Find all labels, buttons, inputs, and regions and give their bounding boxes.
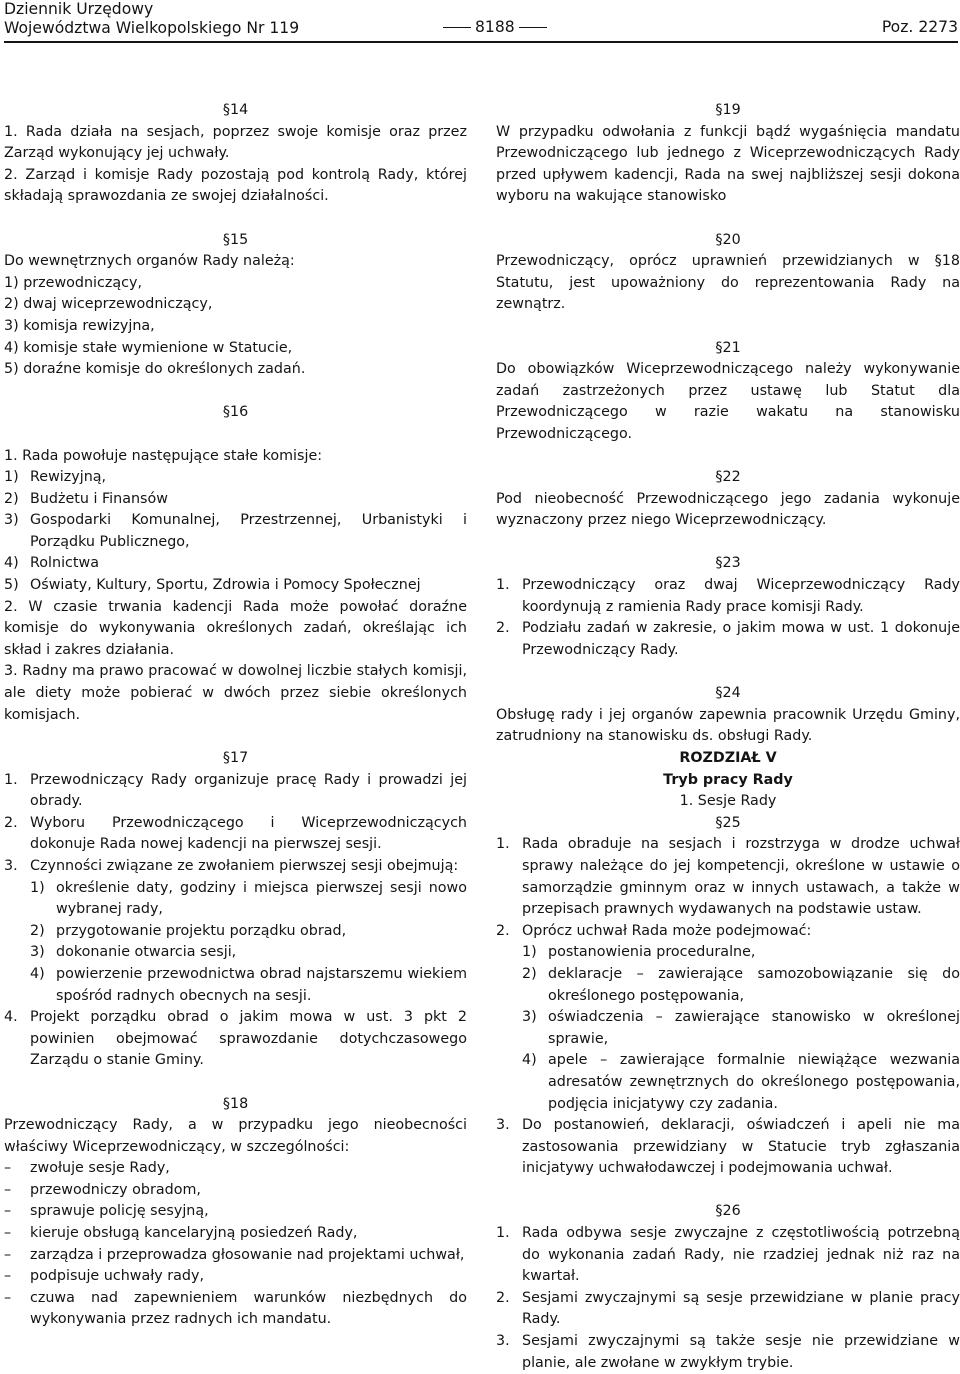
journal-title-line1: Dziennik Urzędowy (4, 0, 154, 18)
section-14-item-2: 2. Zarząd i komisje Rady pozostają pod kontrolą Rady, której składają sprawozdania ze swojej działalności. (4, 166, 467, 205)
section-18-item: – przewodniczy obradom, (4, 1181, 201, 1198)
page-number-dash-left (443, 27, 471, 28)
section-15-item-2: 2) dwaj wiceprzewodniczący, (4, 296, 213, 313)
section-26-title: §26 (715, 1203, 741, 1220)
section-23-title: §23 (715, 555, 741, 572)
journal-title-line2: Województwa Wielkopolskiego Nr 119 (4, 19, 300, 37)
left-column-top (4, 100, 467, 726)
page-header (4, 0, 958, 40)
left-column-bottom (4, 748, 467, 1331)
section-16-list-item: 2) Budżetu i Finansów (4, 490, 168, 507)
section-15-item-3: 3) komisja rewizyjna, (4, 317, 155, 334)
section-17-subitem: 2) przygotowanie projektu porządku obrad, (30, 922, 347, 939)
section-23-item: 2. Podziału zadań w zakresie, o jakim mowa w ust. 1 dokonuje Przewodniczący Rady. (496, 620, 960, 658)
section-26-item: 2. Sesjami zwyczajnymi są sesje przewidziane w planie pracy Rady. (496, 1289, 960, 1328)
section-25-subitem: 3) oświadczenia – zawierające stanowisko w określonej sprawie, (522, 1009, 960, 1047)
section-18-intro: Przewodniczący Rady, a w przypadku jego nieobecności właściwy Wiceprzewodniczący, w szczególności: (4, 1117, 467, 1155)
position-number: Poz. 2273 (881, 18, 958, 36)
section-15-title: §15 (222, 231, 249, 248)
section-25-item-1: 1. Rada obraduje na sesjach i rozstrzyga w drodze uchwał sprawy należące do jej kompetencji, określone w ustawie o samorządzie gminnym oraz w innych ustawach, a także w przepisach prawnych wydawanych na podstawie ustaw. (496, 836, 960, 918)
section-21-title: §21 (715, 339, 741, 356)
section-18-item: – sprawuje policję sesyjną, (4, 1203, 209, 1220)
section-18-item: – zarządza i przeprowadza głosowanie nad projektami uchwał, (4, 1246, 465, 1263)
section-17-item-1: 1. Przewodniczący Rady organizuje pracę Rady i prowadzi jej obrady. (4, 771, 467, 810)
section-16-list-item: 3) Gospodarki Komunalnej, Przestrzennej, Urbanistyki i Porządku Publicznego, (4, 512, 467, 550)
section-20-title: §20 (715, 231, 741, 248)
header-divider (4, 41, 958, 43)
right-column-bottom (496, 748, 960, 1374)
section-25-title: §25 (715, 814, 741, 831)
section-15-intro: Do wewnętrznych organów Rady należą: (4, 253, 295, 270)
section-25-item-2: 2. Oprócz uchwał Rada może podejmować: (496, 922, 812, 939)
section-22-text: Pod nieobecność Przewodniczącego jego zadania wykonuje wyznaczony przez niego Wiceprzewodniczący. (496, 490, 960, 529)
chapter-heading: ROZDZIAŁ V (679, 750, 777, 766)
section-24-text: Obsługę rady i jej organów zapewnia pracownik Urzędu Gminy, zatrudniony na stanowisku ds. obsługi Rady. (496, 706, 960, 745)
chapter-section-title: 1. Sesje Rady (679, 793, 777, 810)
section-26-item: 3. Sesjami zwyczajnymi są także sesje nie przewidziane w planie, ale zwołane w zwykłym trybie. (496, 1333, 960, 1371)
section-18-item: – kieruje obsługą kancelaryjną posiedzeń Rady, (4, 1225, 358, 1242)
section-16-para-2: 2. W czasie trwania kadencji Rada może powołać doraźne komisje do wykonywania określonych zadań, określając ich skład i zakres działania. (4, 598, 467, 658)
section-16-title: §16 (222, 404, 249, 421)
section-25-subitem: 1) postanowienia proceduralne, (522, 944, 756, 961)
section-20-text: Przewodniczący, oprócz uprawnień przewidzianych w §18 Statutu, jest upoważniony do reprezentowania Rady na zewnątrz. (496, 253, 960, 313)
section-25-subitem: 4) apele – zawierające formalnie niewiążące wezwania adresatów zewnętrznych do określonego postępowania, podjęcia inicjatywy czy zadania. (522, 1052, 960, 1112)
section-25-subitem: 2) deklaracje – zawierające samozobowiązanie się do określonego postępowania, (522, 965, 960, 1004)
section-16-list-item: 4) Rolnictwa (4, 555, 99, 572)
section-15-item-1: 1) przewodniczący, (4, 274, 143, 291)
journal-title (4, 0, 299, 38)
section-19-text: W przypadku odwołania z funkcji bądź wygaśnięcia mandatu Przewodniczącego lub jednego z Wiceprzewodniczących Rady przed upływem kadencji, Rada na swej najbliższej sesji dokona wyboru na wakujące stanowisko (496, 123, 960, 205)
section-21-text: Do obowiązków Wiceprzewodniczącego należy wykonywanie zadań zastrzeżonych przez ustawę lub Statut dla Przewodniczącego w razie wakatu na stanowisku Przewodniczącego. (496, 361, 960, 442)
page-number-dash-right (519, 27, 547, 28)
section-17-subitem: 3) dokonanie otwarcia sesji, (30, 944, 237, 961)
section-14-title: §14 (222, 102, 249, 118)
section-15-item-5: 5) doraźne komisje do określonych zadań. (4, 361, 306, 378)
section-22-title: §22 (715, 469, 741, 486)
section-18-item: – czuwa nad zapewnieniem warunków niezbędnych do wykonywania przez radnych ich mandatu. (4, 1289, 467, 1328)
section-16-para-3: 3. Radny ma prawo pracować w dowolnej liczbie stałych komisji, ale diety może pobierać w dwóch przez siebie określonych komisjach. (4, 663, 467, 723)
section-14-item-1: 1. Rada działa na sesjach, poprzez swoje komisje oraz przez Zarząd wykonujący jej uchwały. (4, 123, 467, 162)
section-16-list-item: 5) Oświaty, Kultury, Sportu, Zdrowia i Pomocy Społecznej (4, 577, 421, 594)
page-number (439, 18, 551, 36)
section-23-item: 1. Przewodniczący oraz dwaj Wiceprzewodniczący Rady koordynują z ramienia Rady prace komisji Rady. (496, 577, 960, 615)
section-25-item-3: 3. Do postanowień, deklaracji, oświadczeń i apeli nie ma zastosowania przewidziany w Statucie tryb zgłaszania inicjatywy uchwałodawczej i podejmowania uchwał. (496, 1117, 960, 1177)
section-18-item: – podpisuje uchwały rady, (4, 1268, 204, 1285)
section-19-title: §19 (715, 102, 741, 118)
section-17-item-4: 4. Projekt porządku obrad o jakim mowa w ust. 3 pkt 2 powinien obejmować sprawozdanie dotychczasowego Zarządu o stanie Gminy. (4, 1009, 467, 1069)
section-17-item-2: 2. Wyboru Przewodniczącego i Wiceprzewodniczących dokonuje Rada nowej kadencji na pierwszej sesji. (4, 814, 467, 853)
section-17-item-3: 3. Czynności związane ze zwołaniem pierwszej sesji obejmują: (4, 857, 459, 874)
right-column-top (496, 100, 960, 748)
section-17-subitem: 1) określenie daty, godziny i miejsca pierwszej sesji nowo wybranej rady, (30, 879, 467, 918)
section-24-title: §24 (715, 685, 741, 702)
section-15-item-4: 4) komisje stałe wymienione w Statucie, (4, 339, 293, 356)
section-26-item: 1. Rada odbywa sesje zwyczajne z częstotliwością potrzebną do wykonania zadań Rady, nie rzadziej jednak niż raz na kwartał. (496, 1225, 960, 1285)
section-18-title: §18 (222, 1095, 249, 1112)
page-number-value: 8188 (475, 18, 515, 36)
section-16-list-item: 1) Rewizyjną, (4, 469, 107, 486)
section-17-subitem: 4) powierzenie przewodnictwa obrad najstarszemu wiekiem spośród radnych obecnych na sesji. (30, 965, 467, 1004)
section-18-item: – zwołuje sesje Rady, (4, 1160, 170, 1177)
chapter-subtitle: Tryb pracy Rady (663, 771, 793, 788)
section-16-para-1: 1. Rada powołuje następujące stałe komisje: (4, 447, 323, 464)
section-17-title: §17 (222, 750, 249, 766)
